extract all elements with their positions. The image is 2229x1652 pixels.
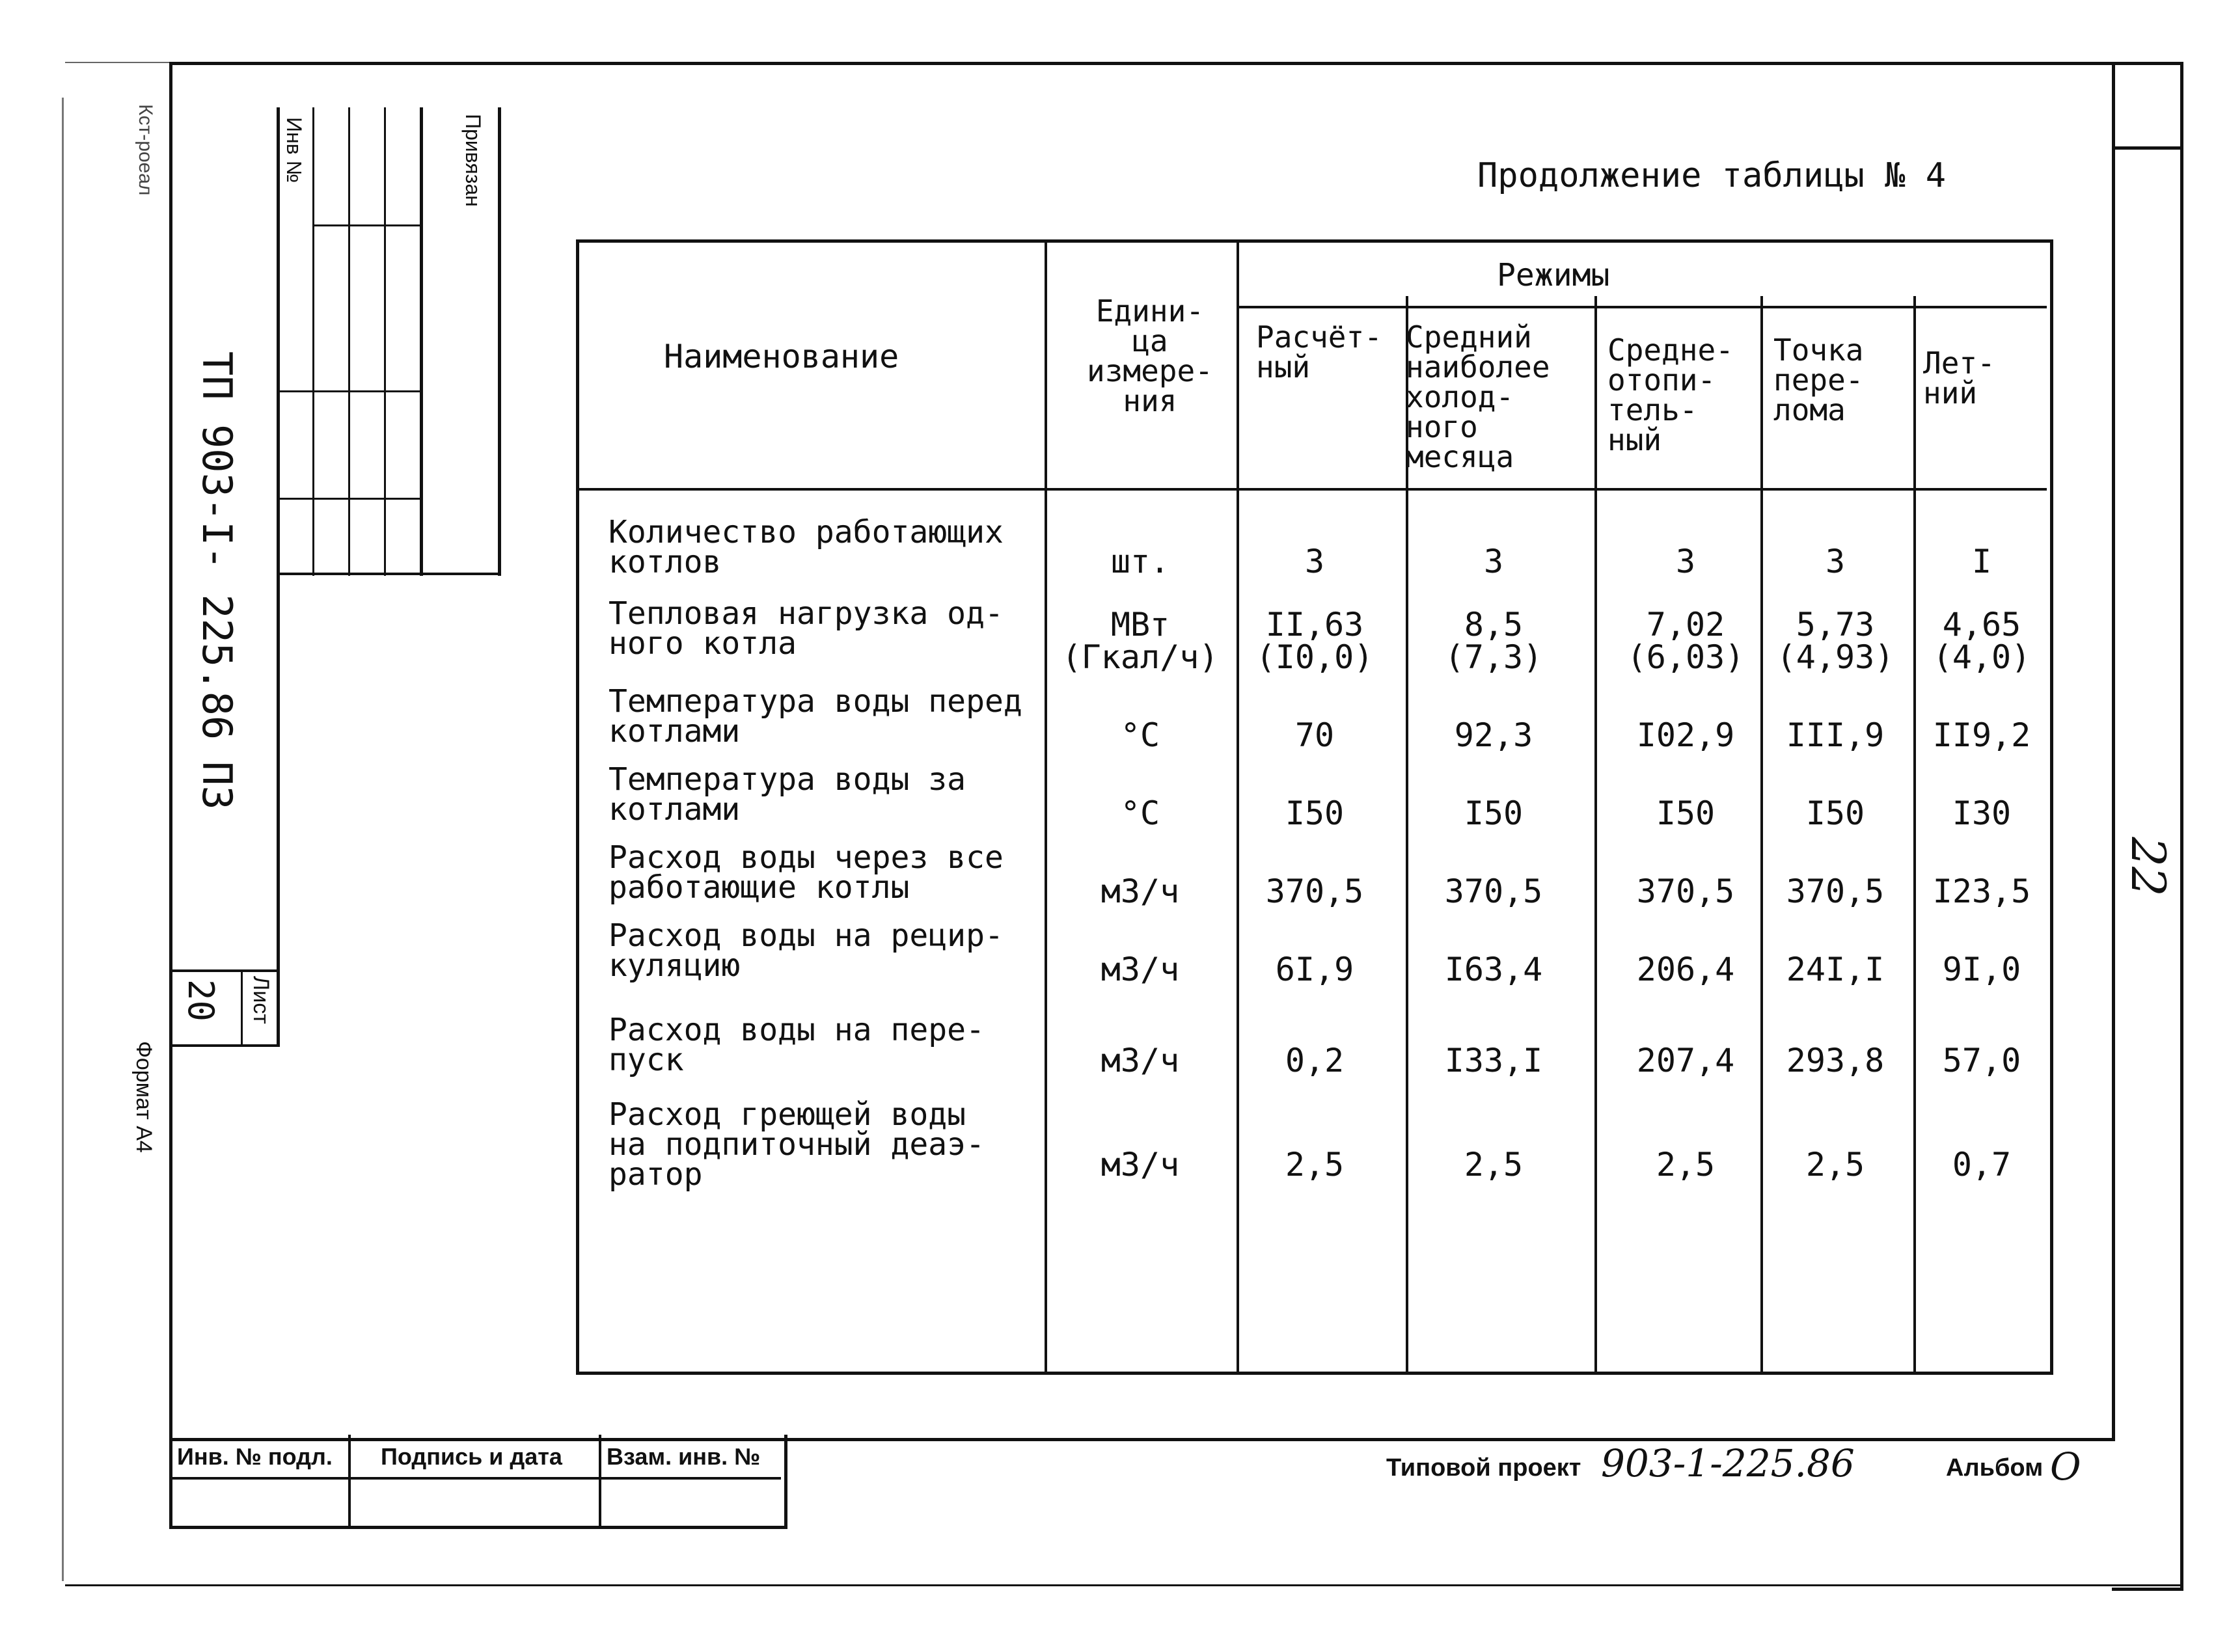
stamp-col-2: [312, 107, 314, 576]
row-value: I30: [1952, 794, 2012, 832]
row-name: Тепловая нагрузка од- ного котла: [609, 595, 1004, 662]
row-unit: м3/ч: [1101, 1146, 1180, 1184]
inv-podl-label: Инв. № подл.: [177, 1443, 333, 1470]
header-mode-5: Лет- ний: [1923, 345, 1995, 411]
row-value: 3: [1675, 543, 1696, 580]
doc-type: ПЗ: [193, 761, 241, 810]
row-name: Расход воды на рецир- куляцию: [609, 917, 1004, 984]
row-value: II,63 (I0,0): [1255, 606, 1374, 676]
header-name: Наименование: [664, 338, 899, 375]
row-value: 370,5: [1265, 873, 1364, 910]
row-value: 2,5: [1805, 1146, 1865, 1184]
row-value: 4,65 (4,0): [1932, 606, 2031, 676]
side-top-label: Кст-роеал: [135, 104, 156, 196]
row-value: I23,5: [1932, 873, 2031, 910]
stamp-row-2: [277, 390, 420, 392]
header-modes: Режимы: [1497, 257, 1610, 293]
header-unit: Едини- ца измере- ния: [1087, 293, 1213, 418]
sheet-number: 20: [180, 979, 221, 1022]
left-trim-line: [62, 98, 64, 1581]
stamp-row-1: [312, 224, 420, 226]
row-unit: °C: [1120, 716, 1160, 754]
privyazan-label: Привязан: [461, 114, 485, 207]
row-value: 293,8: [1786, 1042, 1885, 1079]
bstamp-mid: [169, 1477, 781, 1480]
bstamp-left: [169, 1435, 172, 1526]
row-value: 370,5: [1636, 873, 1735, 910]
row-value: 3: [1304, 543, 1325, 580]
col-divider-mode-3: [1594, 296, 1597, 1373]
row-value: 7,02 (6,03): [1626, 606, 1745, 676]
row-name: Температура воды перед котлами: [609, 683, 1022, 750]
row-name: Температура воды за котлами: [609, 761, 966, 828]
row-value: I02,9: [1636, 716, 1735, 754]
row-value: 9I,0: [1942, 951, 2021, 988]
row-value: 6I,9: [1275, 951, 1354, 988]
stamp-col-6: [498, 107, 501, 576]
right-margin-strip: [2112, 62, 2183, 1591]
row-value: 207,4: [1636, 1042, 1735, 1079]
col-divider-mode-5: [1913, 296, 1916, 1373]
row-value: 3: [1483, 543, 1504, 580]
row-value: I50: [1656, 794, 1716, 832]
row-value: II9,2: [1932, 716, 2031, 754]
sheet-box-divider: [241, 969, 243, 1044]
header-mode-4: Точка пере- лома: [1773, 332, 1864, 427]
bottom-trim-line: [65, 1584, 2180, 1586]
podpis-label: Подпись и дата: [381, 1443, 562, 1470]
stamp-col-1: [277, 107, 280, 1044]
page-number: 22: [2120, 837, 2176, 897]
row-value: 370,5: [1786, 873, 1885, 910]
row-value: I: [1971, 543, 1992, 580]
row-value: I33,I: [1444, 1042, 1543, 1079]
sheet-label: Лист: [249, 976, 273, 1024]
bstamp-div-2: [599, 1435, 601, 1526]
stamp-left-border: [169, 62, 172, 1435]
row-value: 57,0: [1942, 1042, 2021, 1079]
row-value: 2,5: [1464, 1146, 1524, 1184]
row-unit: МВт (Гкал/ч): [1061, 606, 1219, 676]
stamp-row-4: [277, 573, 501, 575]
row-unit: м3/ч: [1101, 951, 1180, 988]
row-name: Расход воды на пере- пуск: [609, 1012, 985, 1078]
row-name: Расход воды через все работающие котлы: [609, 839, 1004, 906]
format-label: Формат А4: [131, 1041, 156, 1153]
row-value: I50: [1285, 794, 1345, 832]
row-value: 3: [1825, 543, 1846, 580]
row-value: 0,2: [1285, 1042, 1345, 1079]
row-value: 92,3: [1454, 716, 1533, 754]
header-mode-2: Средний наиболее холод- ного месяца: [1406, 319, 1550, 474]
col-divider-mode-4: [1760, 296, 1763, 1373]
row-value: I50: [1464, 794, 1524, 832]
row-value: 2,5: [1285, 1146, 1345, 1184]
stamp-row-3: [277, 498, 420, 500]
row-value: I63,4: [1444, 951, 1543, 988]
stamp-col-3: [348, 107, 350, 576]
album-label: Альбом: [1946, 1454, 2044, 1482]
header-mode-3: Средне- отопи- тель- ный: [1607, 332, 1734, 457]
sheet-box-bottom: [169, 1044, 280, 1047]
row-unit: м3/ч: [1101, 873, 1180, 910]
tipovoy-value: 903-1-225.86: [1601, 1441, 1855, 1485]
table-caption: Продолжение таблицы № 4: [1477, 156, 1947, 195]
album-value: О: [2050, 1444, 2081, 1489]
row-value: 5,73 (4,93): [1776, 606, 1894, 676]
vzam-label: Взам. инв. №: [607, 1443, 761, 1470]
row-value: I50: [1805, 794, 1865, 832]
stamp-col-5: [420, 107, 423, 576]
row-value: 0,7: [1952, 1146, 2012, 1184]
row-unit: шт.: [1110, 543, 1170, 580]
inv-no-label: Инв №: [282, 117, 306, 183]
header-mode-1: Расчёт- ный: [1256, 319, 1382, 385]
row-value: III,9: [1786, 716, 1885, 754]
bstamp-div-1: [348, 1435, 351, 1526]
row-value: 24I,I: [1786, 951, 1885, 988]
row-unit: м3/ч: [1101, 1042, 1180, 1079]
row-value: 8,5 (7,3): [1444, 606, 1543, 676]
sheet-box-top: [169, 969, 280, 972]
row-value: 70: [1294, 716, 1335, 754]
row-name: Расход греющей воды на подпиточный деаэ- ратор: [609, 1096, 985, 1193]
row-value: 2,5: [1656, 1146, 1716, 1184]
project-code: ТП 903-I- 225.86: [193, 351, 241, 740]
stamp-col-4: [384, 107, 386, 576]
top-trim-line: [65, 62, 169, 63]
modes-header-line: [1237, 306, 2047, 308]
row-name: Количество работающих котлов: [609, 514, 1004, 580]
row-value: 370,5: [1444, 873, 1543, 910]
right-strip-divider: [2112, 146, 2183, 150]
header-bottom-line: [576, 488, 2047, 491]
row-value: 206,4: [1636, 951, 1735, 988]
row-unit: °C: [1120, 794, 1160, 832]
tipovoy-label: Типовой проект: [1386, 1454, 1581, 1482]
